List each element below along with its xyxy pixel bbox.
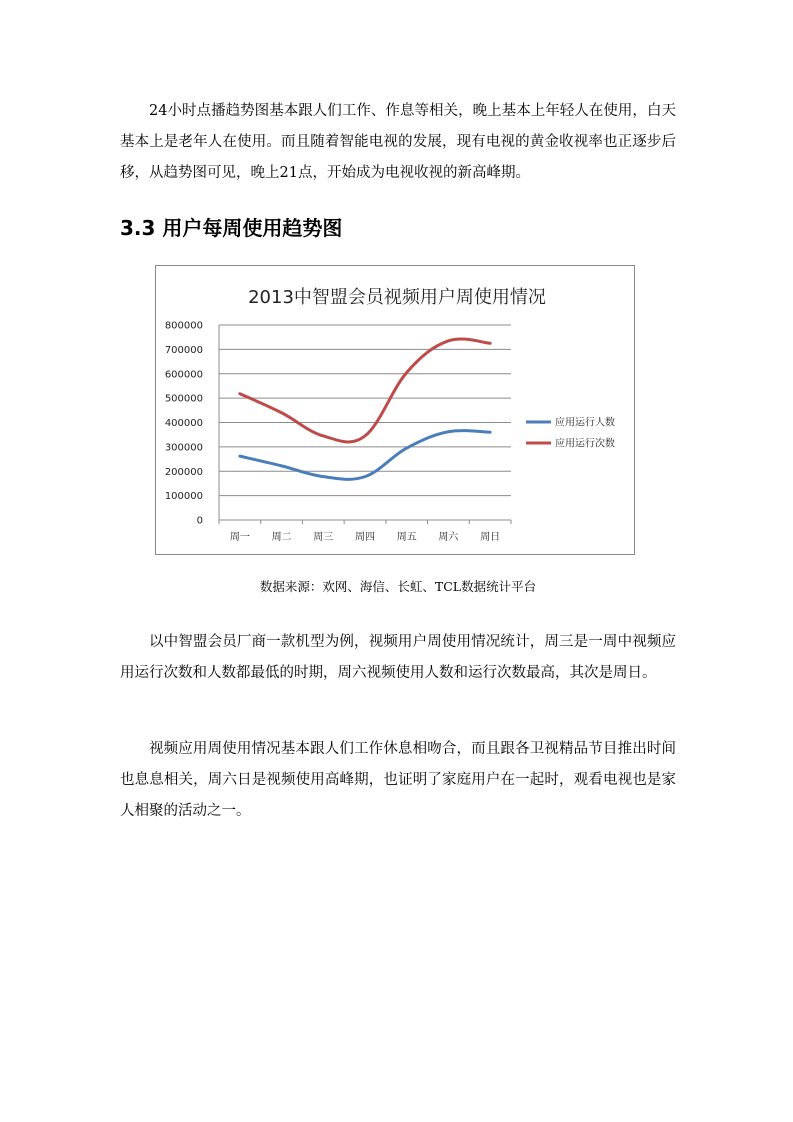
section-heading: 3.3 用户每周使用趋势图 xyxy=(120,216,343,240)
paragraph-conclusion: 视频应用周使用情况基本跟人们工作休息相吻合，而且跟各卫视精品节目推出时间也息息相关，周六日是视频使用高峰期，也证明了家庭用户在一起时，观看电视也是家人相聚的活动之一。 xyxy=(120,741,676,819)
y-tick-label: 500000 xyxy=(164,393,203,405)
y-tick-label: 100000 xyxy=(164,491,203,503)
x-tick-label: 周六 xyxy=(438,532,459,543)
series-line-2 xyxy=(240,339,490,442)
chart-title: 2013中智盟会员视频用户周使用情况 xyxy=(248,287,546,308)
legend-label: 应用运行人数 xyxy=(555,417,615,429)
x-tick-label: 周一 xyxy=(229,532,250,543)
x-tick-label: 周五 xyxy=(396,532,417,543)
y-tick-label: 600000 xyxy=(164,369,203,381)
y-tick-label: 800000 xyxy=(164,320,203,332)
paragraph-analysis: 以中智盟会员厂商一款机型为例，视频用户周使用情况统计，周三是一周中视频应用运行次数和人数都最低的时期，周六视频使用人数和运行次数最高，其次是周日。 xyxy=(120,634,676,681)
x-tick-label: 周日 xyxy=(480,532,501,543)
y-tick-label: 300000 xyxy=(164,442,203,454)
weekly-usage-chart xyxy=(155,265,635,555)
paragraph-intro: 24小时点播趋势图基本跟人们工作、作息等相关，晚上基本上年轻人在使用，白天基本上是老年人在使用。而且随着智能电视的发展，现有电视的黄金收视率也正逐步后移，从趋势图可见，晚上21点，开始成为电视收视的新高峰期。 xyxy=(120,103,676,181)
y-tick-label: 400000 xyxy=(164,418,203,429)
x-tick-label: 周二 xyxy=(271,532,292,543)
chart-caption: 数据来源：欢网、海信、长虹、TCL数据统计平台 xyxy=(259,579,537,594)
y-tick-label: 0 xyxy=(196,515,203,527)
series-line-1 xyxy=(240,431,490,480)
x-tick-label: 周三 xyxy=(313,532,334,543)
chart-canvas xyxy=(156,266,634,554)
x-tick-label: 周四 xyxy=(355,532,375,543)
legend-label: 应用运行次数 xyxy=(555,438,615,450)
y-tick-label: 200000 xyxy=(164,466,203,478)
y-tick-label: 700000 xyxy=(164,344,203,356)
